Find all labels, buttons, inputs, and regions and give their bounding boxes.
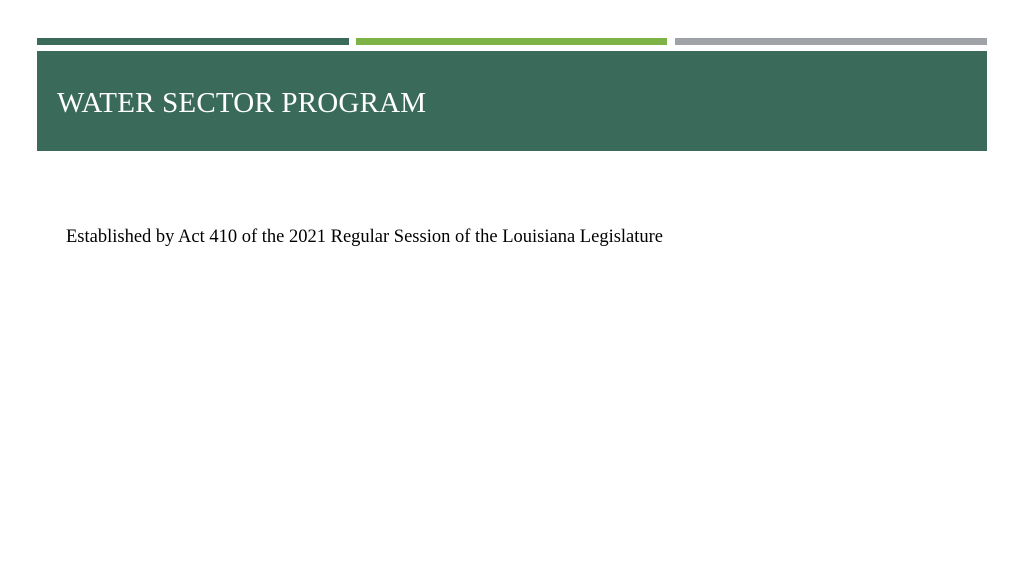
accent-bar-dark xyxy=(37,38,349,45)
accent-bar-gray xyxy=(675,38,987,45)
title-band xyxy=(37,51,987,151)
accent-bar-green xyxy=(356,38,667,45)
slide-body-text: Established by Act 410 of the 2021 Regular Session of the Louisiana Legislature xyxy=(66,227,664,247)
slide-title: WATER SECTOR PROGRAM xyxy=(57,87,427,119)
